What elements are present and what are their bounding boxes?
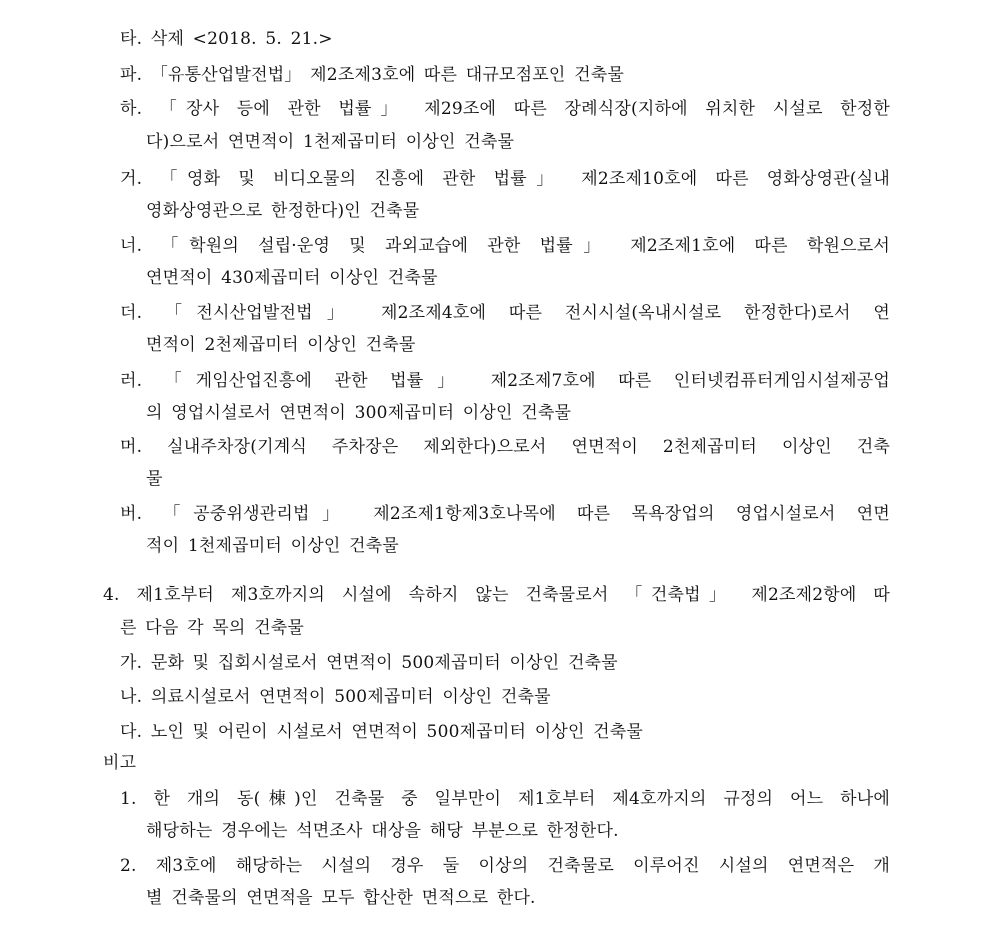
- remarks-heading: 비고: [103, 753, 137, 773]
- remark-2-line-2: 별 건축물의 연면적을 모두 합산한 면적으로 한다.: [146, 888, 536, 908]
- item-reo-line-2: 의 영업시설로서 연면적이 300제곱미터 이상인 건축물: [146, 403, 572, 423]
- item-deo-line-1: 더. 「전시산업발전법」 제2조제4호에 따른 전시시설(옥내시설로 한정한다)로서 연: [120, 303, 890, 323]
- item-meo-line-2: 물: [146, 469, 163, 489]
- item-4-sub-na: 나. 의료시설로서 연면적이 500제곱미터 이상인 건축물: [120, 687, 551, 707]
- item-geo-line-2: 영화상영관으로 한정한다)인 건축물: [146, 201, 420, 221]
- item-ha-line-1: 하. 「장사 등에 관한 법률」 제29조에 따른 장례식장(지하에 위치한 시설로 한정한: [120, 99, 890, 119]
- remark-1-line-2: 해당하는 경우에는 석면조사 대상을 해당 부분으로 한정한다.: [146, 821, 619, 841]
- item-beo-line-1: 버. 「공중위생관리법」 제2조제1항제3호나목에 따른 목욕장업의 영업시설로서 연면: [120, 504, 890, 524]
- remark-1-line-1: 1. 한 개의 동(棟)인 건축물 중 일부만이 제1호부터 제4호까지의 규정의 어느 하나에: [120, 789, 890, 809]
- item-beo-line-2: 적이 1천제곱미터 이상인 건축물: [146, 536, 399, 556]
- item-neo-line-1: 너. 「학원의 설립·운영 및 과외교습에 관한 법률」 제2조제1호에 따른 학원으로서: [120, 236, 890, 256]
- item-reo-line-1: 러. 「게임산업진흥에 관한 법률」 제2조제7호에 따른 인터넷컴퓨터게임시설제공업: [120, 371, 890, 391]
- item-4-sub-da: 다. 노인 및 어린이 시설로서 연면적이 500제곱미터 이상인 건축물: [120, 722, 644, 742]
- item-ha-line-2: 다)으로서 연면적이 1천제곱미터 이상인 건축물: [146, 132, 515, 152]
- item-neo-line-2: 연면적이 430제곱미터 이상인 건축물: [146, 268, 438, 288]
- item-deo-line-2: 면적이 2천제곱미터 이상인 건축물: [146, 335, 416, 355]
- item-4-sub-ga: 가. 문화 및 집회시설로서 연면적이 500제곱미터 이상인 건축물: [120, 653, 618, 673]
- item-4-line-1: 4. 제1호부터 제3호까지의 시설에 속하지 않는 건축물로서 「건축법」 제2조제2항에 따: [103, 585, 890, 605]
- item-geo-line-1: 거. 「영화 및 비디오물의 진흥에 관한 법률」 제2조제10호에 따른 영화상영관(실내: [120, 169, 890, 189]
- item-meo-line-1: 머. 실내주차장(기계식 주차장은 제외한다)으로서 연면적이 2천제곱미터 이상인 건축: [120, 437, 890, 457]
- item-4-line-2: 른 다음 각 목의 건축물: [120, 618, 305, 638]
- item-ta-line-1: 타. 삭제 <2018. 5. 21.>: [120, 29, 333, 49]
- item-pa-line-1: 파. 「유통산업발전법」 제2조제3호에 따른 대규모점포인 건축물: [120, 65, 624, 85]
- remark-2-line-1: 2. 제3호에 해당하는 시설의 경우 둘 이상의 건축물로 이루어진 시설의 연면적은 개: [120, 856, 890, 876]
